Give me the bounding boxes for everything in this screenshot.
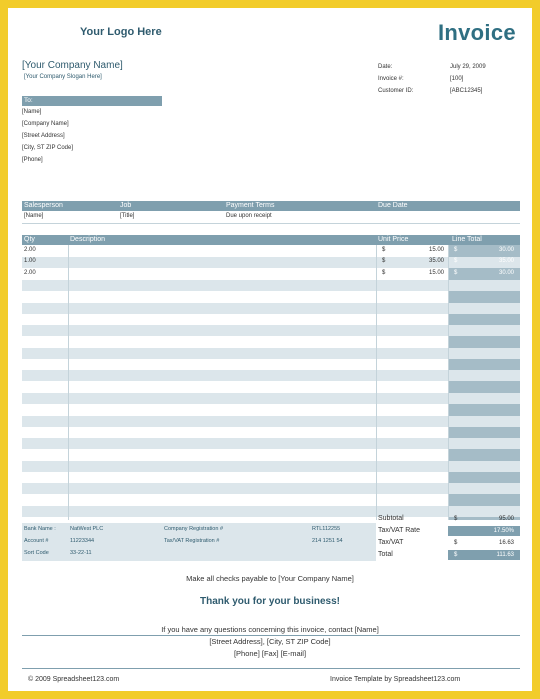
header-description: Description	[70, 236, 106, 243]
subtotal-box	[448, 514, 520, 524]
tax-value: 16.63	[498, 540, 514, 546]
tax-reg: 214 1251 54	[312, 538, 343, 544]
job-payment-terms: Due upon receipt	[226, 213, 272, 219]
table-row	[22, 382, 520, 393]
qty-cell: 2.00	[24, 269, 36, 276]
questions-note: If you have any questions concerning this invoice, contact [Name]	[161, 625, 379, 634]
meta-value: July 29, 2009	[450, 64, 486, 70]
footer-divider	[22, 635, 520, 636]
meta-value: [100]	[450, 76, 464, 82]
total-label: Total	[378, 551, 393, 558]
header-salesperson: Salesperson	[24, 202, 63, 209]
currency-symbol: $	[382, 247, 386, 253]
bill-to-company: [Company Name]	[22, 121, 69, 127]
header-job: Job	[120, 202, 132, 209]
payable-note: Make all checks payable to [Your Company Name]	[186, 574, 354, 583]
table-row	[22, 348, 520, 359]
tax-reg-label: Tax/VAT Registration #	[164, 538, 220, 544]
sort-code-label: Sort Code	[24, 550, 49, 556]
unit-price-cell: 15.00	[428, 269, 444, 276]
table-row	[22, 280, 520, 291]
items-table-header	[22, 235, 520, 245]
table-row	[22, 314, 520, 325]
meta-label: Date:	[378, 64, 393, 70]
meta-label: Customer ID:	[378, 88, 414, 94]
column-divider	[68, 245, 69, 520]
job-title: [Title]	[120, 213, 135, 219]
line-total-cell: 30.00	[498, 247, 514, 253]
currency-symbol: $	[454, 269, 458, 276]
template-credit: Invoice Template by Spreadsheet123.com	[330, 676, 461, 683]
account-number: 11223344	[70, 538, 95, 544]
bill-to-street: [Street Address]	[22, 133, 65, 139]
column-divider	[376, 245, 377, 520]
table-row	[22, 303, 520, 314]
currency-symbol: $	[454, 247, 458, 253]
bill-to-heading: To:	[22, 96, 162, 106]
header-qty: Qty	[24, 236, 35, 243]
job-salesperson: [Name]	[24, 213, 44, 219]
table-row	[22, 269, 520, 280]
company-slogan: [Your Company Slogan Here]	[24, 74, 102, 80]
currency-symbol: $	[454, 258, 458, 265]
table-row	[22, 336, 520, 347]
tax-label: Tax/VAT	[378, 539, 404, 546]
footer-address: [Street Address], [City, ST ZIP Code]	[209, 637, 331, 646]
table-row	[22, 393, 520, 404]
logo-text: Your Logo Here	[80, 26, 162, 38]
table-row	[22, 291, 520, 302]
table-row	[22, 257, 520, 268]
currency-symbol: $	[382, 258, 386, 265]
bank-name: NatWest PLC	[70, 526, 104, 532]
header-payment-terms: Payment Terms	[226, 202, 275, 209]
header-line-total: Line Total	[452, 236, 482, 243]
tax-box	[448, 538, 520, 548]
table-row	[22, 449, 520, 460]
column-divider	[448, 245, 449, 520]
qty-cell: 1.00	[24, 258, 36, 265]
table-row	[22, 438, 520, 449]
footer-contact: [Phone] [Fax] [E-mail]	[233, 649, 307, 658]
total-box	[448, 550, 520, 560]
table-row	[22, 427, 520, 438]
company-name: [Your Company Name]	[22, 60, 123, 71]
unit-price-cell: 15.00	[428, 247, 444, 253]
invoice-title: Invoice	[438, 20, 516, 45]
meta-label: Invoice #:	[378, 76, 404, 82]
currency-symbol: $	[454, 552, 458, 558]
bank-details	[22, 523, 376, 561]
table-row	[22, 246, 520, 257]
account-label: Account #	[24, 538, 49, 544]
company-reg: RTL112255	[312, 526, 341, 532]
unit-price-cell: 35.00	[428, 258, 444, 265]
bill-to-name: [Name]	[22, 109, 42, 115]
tax-rate-label: Tax/VAT Rate	[378, 527, 421, 534]
table-row	[22, 483, 520, 494]
line-total-cell: 35.00	[498, 258, 514, 265]
table-row	[22, 325, 520, 336]
line-total-cell: 30.00	[498, 269, 514, 276]
bill-to-phone: [Phone]	[22, 157, 43, 163]
header-due-date: Due Date	[378, 202, 408, 209]
thank-you-message: Thank you for your business!	[199, 596, 341, 607]
currency-symbol: $	[454, 516, 458, 522]
table-row	[22, 404, 520, 415]
copyright: © 2009 Spreadsheet123.com	[28, 676, 120, 683]
bill-to-city: [City, ST ZIP Code]	[22, 145, 74, 151]
table-row	[22, 370, 520, 381]
table-row	[22, 495, 520, 506]
company-reg-label: Company Registration #	[164, 526, 224, 532]
meta-value: [ABC12345]	[450, 88, 483, 94]
bottom-divider	[22, 668, 520, 669]
currency-symbol: $	[382, 269, 386, 276]
currency-symbol: $	[454, 540, 458, 546]
total-value: 111.63	[496, 552, 514, 558]
bank-name-label: Bank Name :	[24, 526, 56, 532]
table-row	[22, 416, 520, 427]
table-row	[22, 461, 520, 472]
sort-code: 33-22-11	[70, 550, 92, 556]
subtotal-label: Subtotal	[378, 515, 404, 522]
table-row	[22, 472, 520, 483]
header-unit-price: Unit Price	[378, 236, 409, 243]
subtotal-value: 95.00	[498, 516, 514, 522]
tax-rate-value: 17.50%	[493, 528, 514, 534]
invoice-sheet	[8, 8, 532, 691]
table-row	[22, 359, 520, 370]
table-row	[22, 506, 520, 517]
tax-rate-box	[448, 526, 520, 536]
qty-cell: 2.00	[24, 247, 36, 253]
items-table	[8, 8, 532, 691]
